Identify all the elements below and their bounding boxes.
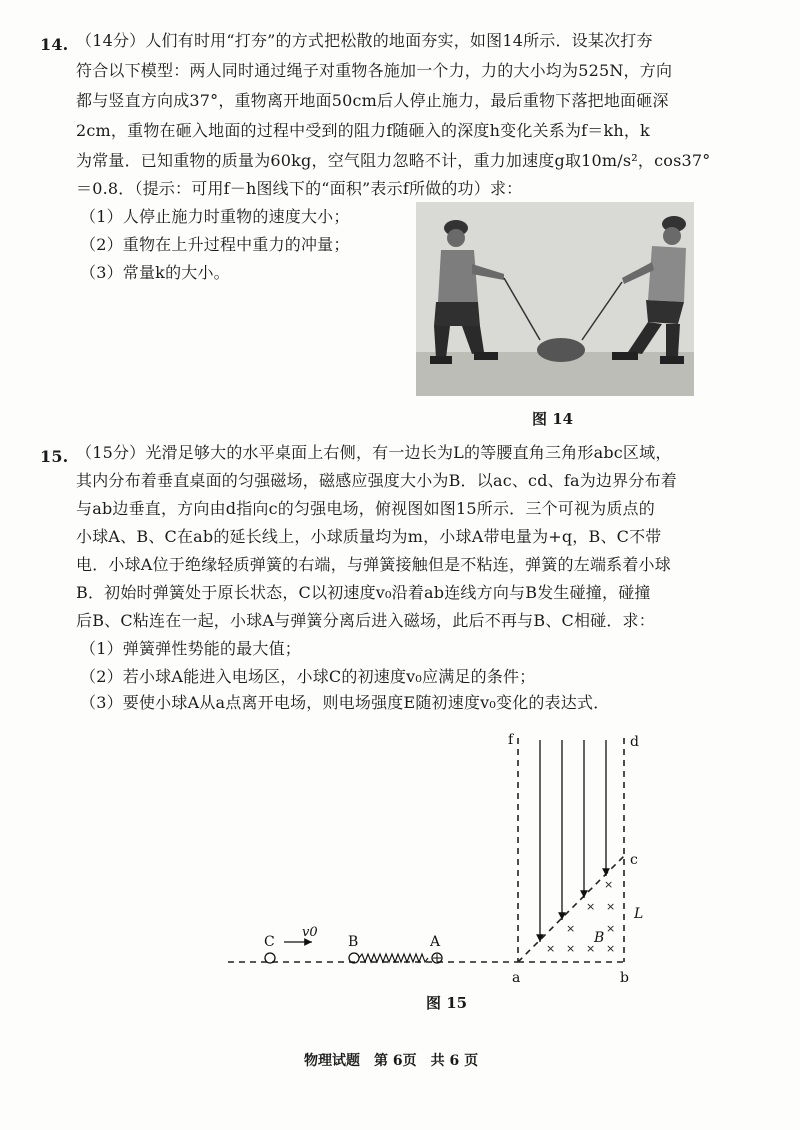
- q14-sub-2: （2）重物在上升过程中重力的冲量；: [80, 235, 350, 254]
- q15-sub-1: （1）弹簧弹性势能的最大值；: [80, 639, 301, 658]
- svg-text:×: ×: [586, 942, 596, 955]
- label-b: b: [620, 970, 629, 986]
- label-ball-C: C: [264, 934, 275, 950]
- svg-text:×: ×: [606, 922, 616, 935]
- figure-14-image: [416, 202, 694, 396]
- label-ball-A: A: [430, 934, 441, 950]
- q15-line-6: B．初始时弹簧处于原长状态，C以初速度v₀沿着ab连线方向与B发生碰撞，碰撞: [76, 583, 651, 602]
- q14-number: 14.: [40, 35, 69, 54]
- svg-text:×: ×: [606, 942, 616, 955]
- page-footer: 物理试题 第 6页 共 6 页: [304, 1053, 479, 1069]
- label-v0: v0: [302, 925, 318, 940]
- label-B: B: [594, 930, 605, 946]
- ball-C: [265, 953, 275, 963]
- label-d: d: [630, 734, 639, 750]
- svg-text:×: ×: [586, 900, 596, 913]
- q14-line-6: ＝0.8．（提示：可用f－h图线下的“面积”表示f所做的功）求：: [76, 179, 523, 198]
- q15-sub-2: （2）若小球A能进入电场区，小球C的初速度v₀应满足的条件；: [80, 667, 536, 686]
- label-a: a: [512, 970, 521, 986]
- q14-line-3: 都与竖直方向成37°，重物离开地面50cm后人停止施力，最后重物下落把地面砸深: [76, 91, 669, 110]
- q14-line-2: 符合以下模型：两人同时通过绳子对重物各施加一个力，力的大小均为525N，方向: [76, 61, 673, 80]
- svg-text:×: ×: [546, 942, 556, 955]
- figure-15-diagram: [0, 720, 800, 1020]
- label-c: c: [630, 852, 638, 868]
- q15-line-3: 与ab边垂直，方向由d指向c的匀强电场，俯视图如图15所示．三个可视为质点的: [76, 499, 655, 518]
- label-L: L: [634, 906, 644, 922]
- q15-line-7: 后B、C粘连在一起，小球A与弹簧分离后进入磁场，此后不再与B、C相碰．求：: [76, 611, 655, 630]
- magnetic-field-crosses: [546, 878, 615, 955]
- q15-line-2: 其内分布着垂直桌面的匀强磁场，磁感应强度大小为B．以ac、cd、fa为边界分布着: [76, 471, 677, 490]
- svg-text:×: ×: [606, 900, 616, 913]
- q14-line-5: 为常量．已知重物的质量为60kg，空气阻力忽略不计，重力加速度g取10m/s²，cos37°: [76, 151, 711, 170]
- q15-line-4: 小球A、B、C在ab的延长线上，小球质量均为m，小球A带电量为+q，B、C不带: [76, 527, 662, 546]
- svg-text:×: ×: [566, 922, 576, 935]
- figure-15-caption: 图 15: [426, 994, 468, 1012]
- spring: [359, 954, 428, 962]
- svg-text:×: ×: [566, 942, 576, 955]
- q15-number: 15.: [40, 447, 69, 466]
- q15-line-1: （15分）光滑足够大的水平桌面上右侧，有一边长为L的等腰直角三角形abc区域，: [76, 443, 672, 462]
- svg-text:×: ×: [604, 878, 614, 891]
- q14-line-1: （14分）人们有时用“打夯”的方式把松散的地面夯实，如图14所示．设某次打夯: [76, 31, 653, 50]
- weight-stone: [537, 338, 585, 362]
- q14-line-4: 2cm，重物在砸入地面的过程中受到的阻力f随砸入的深度h变化关系为f＝kh，k: [76, 121, 650, 140]
- figure-14-caption: 图 14: [532, 410, 574, 428]
- q15-line-5: 电．小球A位于绝缘轻质弹簧的右端，与弹簧接触但是不粘连，弹簧的左端系着小球: [76, 555, 671, 574]
- label-ball-B: B: [348, 934, 359, 950]
- q15-sub-3: （3）要使小球A从a点离开电场，则电场强度E随初速度v₀变化的表达式．: [80, 693, 610, 712]
- label-f: f: [508, 732, 514, 748]
- q14-sub-3: （3）常量k的大小。: [80, 263, 230, 282]
- q14-sub-1: （1）人停止施力时重物的速度大小；: [80, 207, 350, 226]
